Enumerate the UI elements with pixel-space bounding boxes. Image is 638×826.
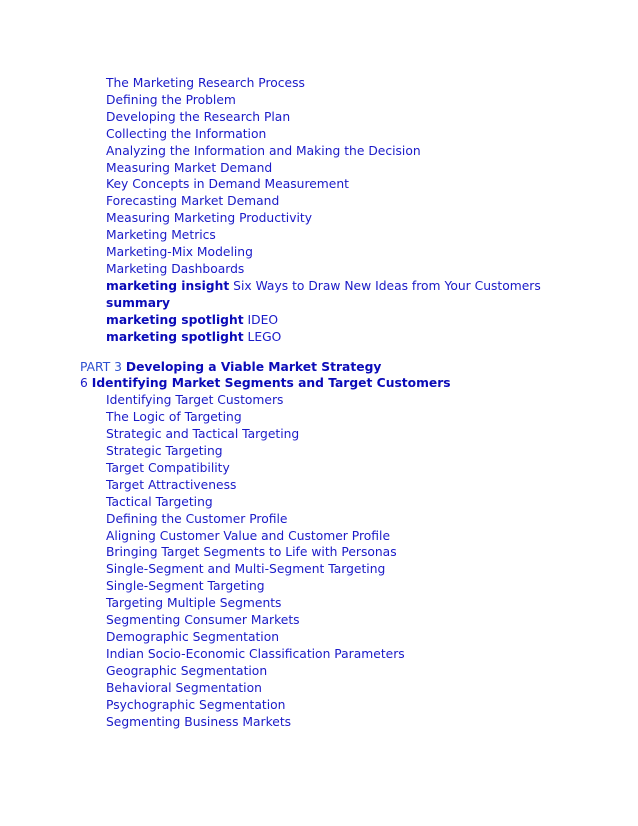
toc-entry[interactable]: Defining the Customer Profile (106, 511, 288, 526)
toc-entry[interactable]: Measuring Marketing Productivity (106, 211, 312, 226)
toc-entry[interactable]: Tactical Targeting (106, 494, 213, 509)
toc-entry-marketing-spotlight-lego[interactable] (0, 329, 638, 346)
toc-entry[interactable]: Key Concepts in Demand Measurement (106, 177, 349, 192)
part-title: Developing a Viable Market Strategy (125, 359, 382, 374)
section-spacer (0, 346, 638, 359)
toc-entry[interactable]: Indian Socio-Economic Classification Parameters (106, 646, 405, 661)
marketing-spotlight-label: marketing spotlight (106, 312, 244, 327)
toc-entry[interactable]: Aligning Customer Value and Customer Profile (106, 528, 391, 543)
marketing-insight-label: marketing insight (106, 278, 230, 293)
toc-entry[interactable]: The Logic of Targeting (106, 410, 242, 425)
chapter-title: Identifying Market Segments and Target Customers (91, 376, 451, 391)
toc-entry[interactable]: Target Attractiveness (106, 477, 237, 492)
toc-entry[interactable]: The Marketing Research Process (106, 76, 305, 90)
toc-entry[interactable]: Developing the Research Plan (106, 109, 291, 124)
part-heading[interactable] (0, 359, 638, 376)
chapter-heading[interactable] (0, 375, 638, 392)
toc-entry[interactable]: Segmenting Consumer Markets (106, 613, 300, 628)
toc-entry[interactable]: Marketing Metrics (106, 228, 216, 243)
toc-entry-summary[interactable] (0, 295, 638, 312)
toc-entry[interactable]: Identifying Target Customers (106, 393, 284, 408)
toc-entry[interactable]: Marketing-Mix Modeling (106, 245, 253, 260)
toc-entry[interactable]: Targeting Multiple Segments (106, 596, 282, 611)
toc-entry[interactable]: Demographic Segmentation (106, 630, 280, 644)
toc-entry[interactable]: Forecasting Market Demand (106, 194, 280, 209)
toc-entry-marketing-spotlight-ideo[interactable] (0, 312, 638, 329)
toc-entry[interactable]: Bringing Target Segments to Life with Personas (106, 545, 397, 560)
toc-entry[interactable]: Strategic and Tactical Targeting (106, 427, 300, 442)
table-of-contents (0, 75, 638, 730)
marketing-spotlight-text: IDEO (247, 312, 279, 327)
toc-entry[interactable]: Strategic Targeting (106, 444, 223, 459)
toc-entry[interactable]: Geographic Segmentation (106, 663, 268, 678)
toc-entry[interactable]: Defining the Problem (106, 92, 236, 107)
toc-entry[interactable]: Collecting the Information (106, 126, 267, 141)
toc-entry-marketing-insight[interactable] (0, 278, 638, 295)
toc-entry[interactable]: Measuring Market Demand (106, 160, 273, 175)
summary-label: summary (106, 295, 171, 310)
toc-entry[interactable]: Psychographic Segmentation (106, 697, 286, 712)
marketing-spotlight-text: LEGO (247, 329, 282, 344)
marketing-spotlight-label: marketing spotlight (106, 329, 244, 344)
toc-entry[interactable]: Segmenting Business Markets (106, 714, 292, 729)
part-number: PART 3 (80, 359, 122, 374)
marketing-insight-text: Six Ways to Draw New Ideas from Your Customers (233, 278, 541, 293)
toc-entry[interactable]: Target Compatibility (106, 460, 230, 475)
toc-entry[interactable]: Analyzing the Information and Making the Decision (106, 143, 421, 158)
toc-entry[interactable]: Marketing Dashboards (106, 261, 245, 276)
toc-entry[interactable]: Single-Segment Targeting (106, 579, 265, 594)
toc-entry[interactable]: Behavioral Segmentation (106, 680, 262, 695)
chapter-number: 6 (80, 376, 88, 391)
toc-entry[interactable]: Single-Segment and Multi-Segment Targeting (106, 562, 386, 577)
